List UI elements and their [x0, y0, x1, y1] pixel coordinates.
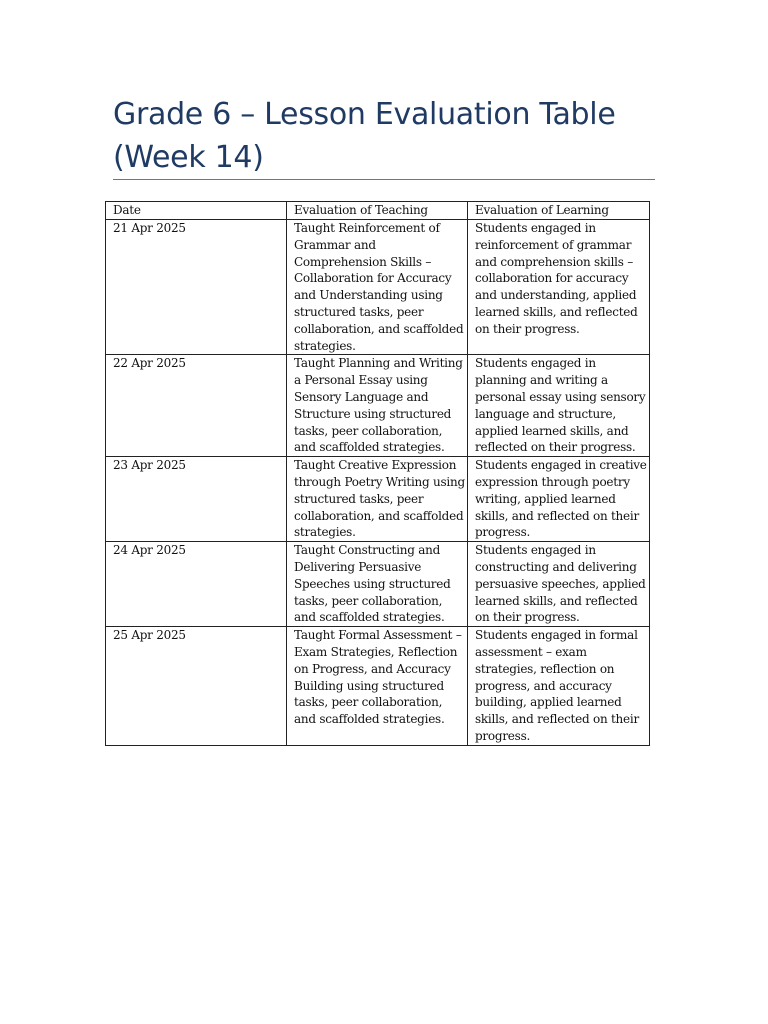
learning-evaluation-cell: Students engaged in formal assessment – exam strategies, reflection on progress, and accuracy building, applied learned skills, and reflected on their progress. [468, 627, 650, 746]
table-row [106, 220, 650, 355]
lesson-evaluation-table [105, 201, 650, 746]
column-header-evaluation-of-teaching: Evaluation of Teaching [287, 202, 468, 220]
table-header-row [106, 202, 650, 220]
teaching-evaluation-cell: Taught Reinforcement of Grammar and Comprehension Skills – Collaboration for Accuracy and Understanding using structured tasks, peer collaboration, and scaffolded strategies. [287, 220, 468, 355]
date-cell: 22 Apr 2025 [106, 355, 287, 457]
table-row [106, 457, 650, 542]
title-underline-divider [113, 179, 655, 180]
teaching-evaluation-cell: Taught Formal Assessment – Exam Strategies, Reflection on Progress, and Accuracy Building using structured tasks, peer collaboration, and scaffolded strategies. [287, 627, 468, 746]
date-cell: 24 Apr 2025 [106, 542, 287, 627]
learning-evaluation-cell: Students engaged in planning and writing a personal essay using sensory language and structure, applied learned skills, and reflected on their progress. [468, 355, 650, 457]
learning-evaluation-cell: Students engaged in reinforcement of grammar and comprehension skills – collaboration for accuracy and understanding, applied learned skills, and reflected on their progress. [468, 220, 650, 355]
date-cell: 21 Apr 2025 [106, 220, 287, 355]
table-row [106, 542, 650, 627]
learning-evaluation-cell: Students engaged in creative expression through poetry writing, applied learned skills, and reflected on their progress. [468, 457, 650, 542]
teaching-evaluation-cell: Taught Creative Expression through Poetry Writing using structured tasks, peer collaboration, and scaffolded strategies. [287, 457, 468, 542]
column-header-evaluation-of-learning: Evaluation of Learning [468, 202, 650, 220]
document-title: Grade 6 – Lesson Evaluation Table (Week 14) [113, 97, 616, 175]
date-cell: 23 Apr 2025 [106, 457, 287, 542]
date-cell: 25 Apr 2025 [106, 627, 287, 746]
column-header-date: Date [106, 202, 287, 220]
teaching-evaluation-cell: Taught Planning and Writing a Personal Essay using Sensory Language and Structure using structured tasks, peer collaboration, and scaffolded strategies. [287, 355, 468, 457]
teaching-evaluation-cell: Taught Constructing and Delivering Persuasive Speeches using structured tasks, peer collaboration, and scaffolded strategies. [287, 542, 468, 627]
learning-evaluation-cell: Students engaged in constructing and delivering persuasive speeches, applied learned skills, and reflected on their progress. [468, 542, 650, 627]
table-row [106, 355, 650, 457]
table-row [106, 627, 650, 746]
